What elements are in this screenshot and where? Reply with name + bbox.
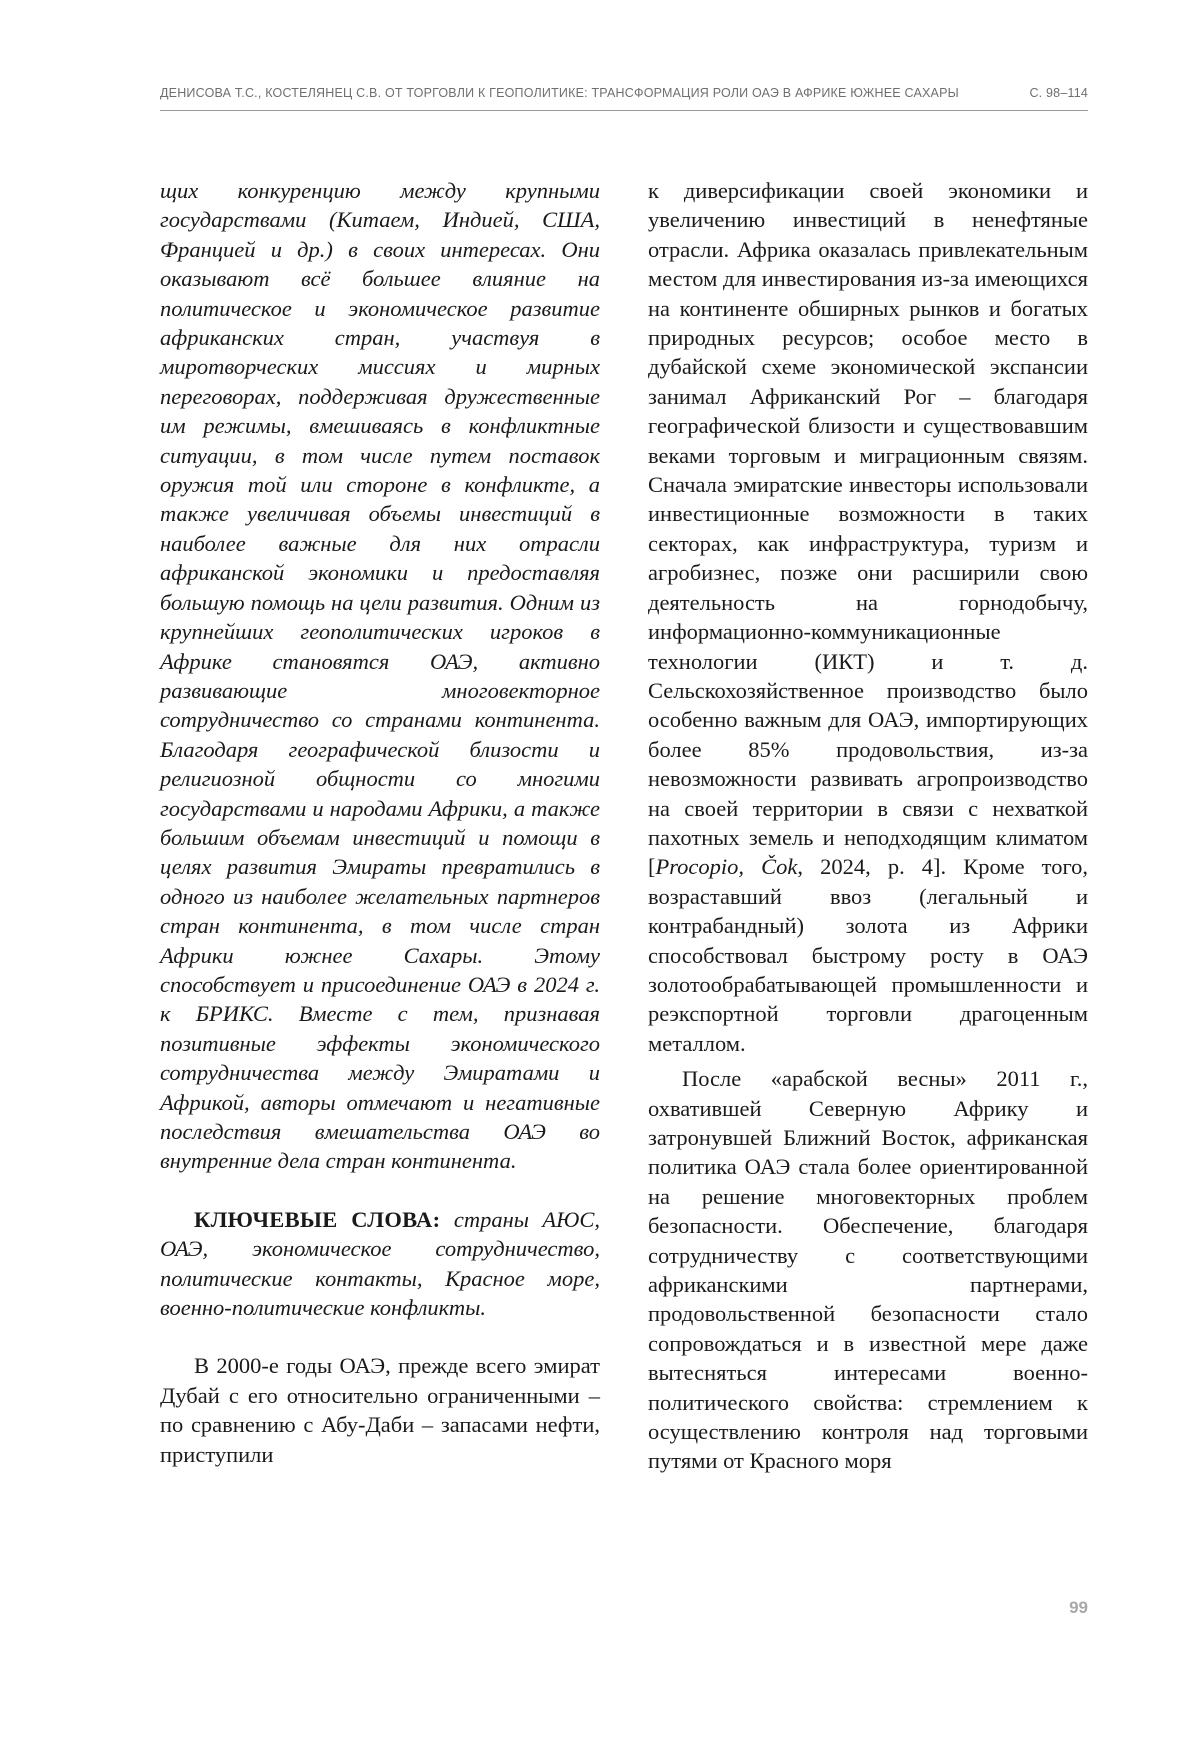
abstract-text: щих конкуренцию между крупными государствами (Китаем, Индией, США, Францией и др.) в своих интересах. Они оказывают всё большее влияние на политическое и экономическое развитие африканских стран, участвуя в миротворческих миссиях и мирных переговорах, поддерживая дружественные им режимы, вмешиваясь в конфликтные ситуации, в том числе путем поставок оружия той или стороне в конфликте, а также увеличивая объемы инвестиций в наиболее важные для них отрасли африканской экономики и предоставляя большую помощь на цели развития. Одним из крупнейших геополитических игроков в Африке становятся ОАЭ, активно развивающие многовекторное сотрудничество со странами континента. Благодаря географической близости и религиозной общности со многими государствами и народами Африки, а также большим объемам инвестиций и помощи в целях развития Эмираты превратились в одного из наиболее желательных партнеров стран континента, в том числе стран Африки южнее Сахары. Этому способствует и присоединение ОАЭ в 2024 г. к БРИКС. Вместе с тем, признавая позитивные эффекты экономического сотрудничества между Эмиратами и Африкой, авторы отмечают и негативные последствия вмешательства ОАЭ во внутренние дела стран континента.: [160, 178, 600, 1174]
keywords-text: страны АЮС, ОАЭ, экономическое сотрудничество, политические контакты, Красное море, военно-политические конфликты.: [160, 1206, 600, 1321]
running-head: [160, 86, 1088, 100]
paragraph-1-text-a: к диверсификации своей экономики и увеличению инвестиций в ненефтяные отрасли. Африка оказалась привлекательным местом для инвестирования из-за имеющихся на континенте обширных рынков и богатых природных ресурсов; особое место в дубайской схеме экономической экспансии занимал Африканский Рог – благодаря географической близости и существовавшим веками торговым и миграционным связям. Сначала эмиратские инвесторы использовали инвестиционные возможности в таких секторах, как инфраструктура, туризм и агробизнес, позже они расширили свою деятельность на горнодобычу, информационно-коммуникационные технологии (ИКТ) и т. д. Сельскохозяйственное производство было особенно важным для ОАЭ, импортирующих более 85% продовольствия, из-за невозможности развивать агропроизводство на своей территории в связи с нехваткой пахотных земель и неподходящим климатом [: [648, 178, 1088, 880]
keywords-paragraph: [160, 1205, 600, 1323]
citation-authors: Procopio, Čok: [655, 854, 798, 880]
page-number: 99: [1069, 1598, 1088, 1617]
body-paragraph-2: После «арабской весны» 2011 г., охватившей Северную Африку и затронувшей Ближний Восток, африканская политика ОАЭ стала более ориентированной на решение многовекторных проблем безопасности. Обеспечение, благодаря сотрудничеству с соответствующими африканскими партнерами, продовольственной безопасности стало сопровождаться и в известной мере даже вытесняться интересами военно-политического свойства: стремлением к осуществлению контроля над торговыми путями от Красного моря: [648, 1066, 1088, 1474]
header-rule: [160, 110, 1088, 111]
page-range: С. 98–114: [1029, 86, 1088, 100]
paragraph-1-text-b: , 2024, p. 4]. Кроме того, возраставший ввоз (легальный и контрабандный) золота из Африки способствовал быстрому росту в ОАЭ золотообрабатывающей промышленности и реэкспортной торговли драгоценным металлом.: [648, 854, 1088, 1056]
body-paragraph-1-start: В 2000-е годы ОАЭ, прежде всего эмират Дубай с его относительно ограниченными – по сравнению с Абу-Даби – запасами нефти, приступили: [160, 1353, 600, 1467]
running-title: ДЕНИСОВА Т.С., КОСТЕЛЯНЕЦ С.В. ОТ ТОРГОВЛИ К ГЕОПОЛИТИКЕ: ТРАНСФОРМАЦИЯ РОЛИ ОАЭ В АФРИКЕ ЮЖНЕЕ САХАРЫ: [160, 86, 959, 100]
keywords-label: КЛЮЧЕВЫЕ СЛОВА:: [194, 1206, 441, 1232]
left-column: [160, 176, 600, 1469]
right-column: [648, 176, 1088, 1476]
body-paragraph-1-continued: [648, 176, 1088, 1058]
